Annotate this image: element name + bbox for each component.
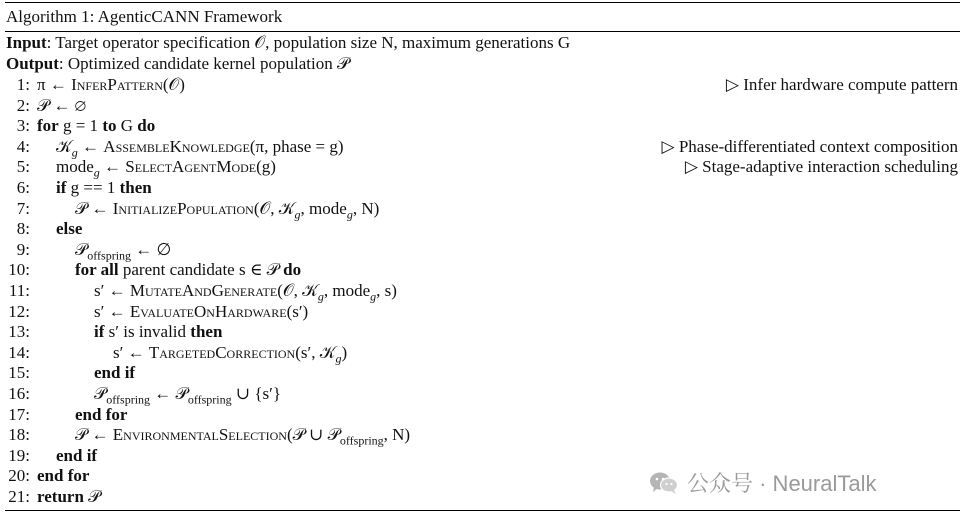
line-number: 15:	[8, 363, 30, 383]
watermark-text: 公众号 · NeuralTalk	[687, 471, 877, 496]
algorithm-line	[5, 302, 960, 323]
output-line	[5, 53, 960, 74]
line-text: mode$_g$ ← SelectAgentMode(g)	[56, 157, 276, 180]
line-number: 20:	[8, 466, 30, 486]
line-text: 𝒫 ← ∅	[37, 95, 87, 115]
line-text: π ← InferPattern(𝒪)	[37, 75, 185, 94]
algorithm-line	[5, 219, 960, 240]
input-label: Input	[6, 33, 47, 52]
line-number: 5:	[16, 157, 30, 177]
line-text: end for	[75, 404, 128, 424]
output-label: Output	[6, 54, 59, 73]
algorithm-line	[5, 446, 960, 467]
algorithm-line	[5, 137, 960, 158]
line-text: end if	[56, 445, 98, 465]
algorithm-line	[5, 157, 960, 178]
line-comment: ▷ Phase-differentiated context composition	[661, 136, 958, 156]
algorithm-line	[5, 75, 960, 96]
line-number: 12:	[8, 301, 30, 321]
line-text: if g == 1 then	[56, 177, 152, 197]
line-number: 14:	[8, 342, 30, 362]
line-text: if s′ is invalid then	[94, 322, 223, 342]
input-text: : Target operator specification 𝒪, population size N, maximum generations G	[46, 33, 571, 52]
output-text: : Optimized candidate kernel population 𝒫	[58, 54, 350, 73]
line-number: 21:	[8, 486, 30, 506]
line-text: end for	[37, 466, 90, 486]
algorithm-line	[5, 384, 960, 405]
line-number: 8:	[16, 219, 30, 239]
line-comment: ▷ Infer hardware compute pattern	[725, 75, 958, 94]
algorithm-line	[5, 363, 960, 384]
line-text: 𝒫 ← InitializePopulation(𝒪, 𝒦$_g$, mode$_g$, N)	[75, 198, 380, 221]
wechat-icon	[649, 471, 679, 495]
line-text: return 𝒫	[37, 486, 101, 506]
algorithm-line	[5, 96, 960, 117]
line-text: 𝒫$_{offspring}$ ← ∅	[75, 239, 172, 263]
line-number: 13:	[8, 322, 30, 342]
line-text: else	[56, 219, 83, 239]
line-number: 1:	[16, 75, 30, 94]
line-text: 𝒫 ← EnvironmentalSelection(𝒫 ∪ 𝒫$_{offspring}$, N)	[75, 425, 411, 448]
algorithm-line	[5, 178, 960, 199]
line-number: 4:	[16, 136, 30, 156]
algorithm-block	[5, 2, 960, 511]
algorithm-title: Algorithm 1: AgenticCANN Framework	[6, 7, 283, 26]
algorithm-line	[5, 405, 960, 426]
line-text: s′ ← TargetedCorrection(s′, 𝒦$_g$)	[113, 342, 348, 366]
line-text: s′ ← EvaluateOnHardware(s′)	[94, 301, 309, 321]
line-text: for all parent candidate s ∈ 𝒫 do	[75, 260, 302, 280]
algorithm-line	[5, 281, 960, 302]
line-number: 19:	[8, 445, 30, 465]
algorithm-line	[5, 322, 960, 343]
line-number: 18:	[8, 425, 30, 445]
line-number: 7:	[16, 198, 30, 218]
algorithm-line	[5, 240, 960, 261]
line-number: 11:	[8, 280, 30, 300]
line-number: 6:	[16, 177, 30, 197]
line-number: 2:	[16, 95, 30, 115]
watermark	[649, 467, 876, 498]
line-text: s′ ← MutateAndGenerate(𝒪, 𝒦$_g$, mode$_g$, s)	[94, 280, 397, 304]
algorithm-line	[5, 425, 960, 446]
line-number: 10:	[8, 260, 30, 280]
algorithm-lines	[5, 75, 960, 507]
line-number: 9:	[16, 239, 30, 259]
line-text: 𝒦$_g$ ← AssembleKnowledge(π, phase = g)	[56, 136, 344, 160]
line-number: 17:	[8, 404, 30, 424]
algorithm-line	[5, 199, 960, 220]
bottom-rule	[5, 510, 960, 511]
algorithm-line	[5, 260, 960, 281]
algorithm-line	[5, 343, 960, 364]
line-comment: ▷ Stage-adaptive interaction scheduling	[684, 157, 958, 177]
line-number: 16:	[8, 383, 30, 403]
line-text: for g = 1 to G do	[37, 116, 156, 136]
algorithm-line	[5, 116, 960, 137]
input-line	[5, 32, 960, 53]
line-text: 𝒫$_{offspring}$ ← 𝒫$_{offspring}$ ∪ {s′}	[94, 383, 281, 407]
line-number: 3:	[16, 116, 30, 136]
line-text: end if	[94, 363, 136, 383]
